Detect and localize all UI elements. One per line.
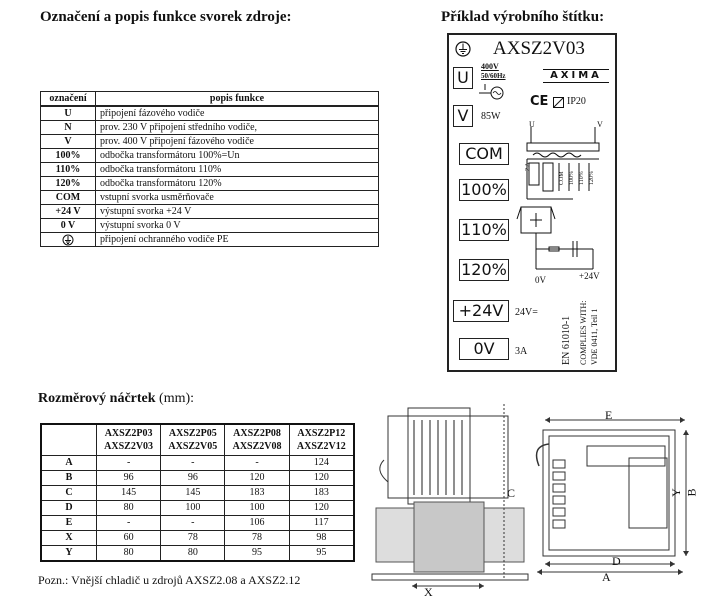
terminal-0v: 0V (459, 338, 509, 360)
model-name: AXSZ2V03 (493, 38, 585, 59)
table-row: COM vstupní svorka usměrňovače (41, 191, 379, 205)
vde-text: VDE 0411, Teil 1 (590, 308, 599, 365)
double-insulation-icon (553, 97, 564, 108)
terminals-table (40, 91, 379, 247)
diagram-label-0v: 0V (535, 275, 546, 285)
dims-heading: Rozměrový náčrtek (mm): (38, 391, 195, 406)
side-view-drawing (370, 400, 530, 598)
ce-mark: CE (530, 94, 549, 109)
dims-note: Pozn.: Vnější chladič u zdrojů AXSZ2.08 a AXSZ2.12 (38, 573, 301, 587)
terminal-com: COM (459, 143, 509, 165)
dimensions-table: AXSZ2P03 AXSZ2V03 AXSZ2P05 AXSZ2V05 AXSZ2P08 AXSZ2V08 AXSZ2P12 AXSZ2V12 A - - - 124 B 96 96 120 120 C 145 145 183 183 D 80 100 100 120 E - - 106 117 X 60 78 78 98 Y 80 80 95 95 (40, 423, 355, 562)
fuse-code-com: COM (559, 171, 565, 185)
table-row: U připojení fázového vodiče (41, 106, 379, 121)
table-row: N prov. 230 V připojení středního vodiče, (41, 121, 379, 135)
label-heading: Příklad výrobního štítku: (441, 9, 605, 25)
table-row: +24 V výstupní svorka +24 V (41, 205, 379, 219)
table-row: připojení ochranného vodiče PE (41, 233, 379, 247)
norm-text: EN 61010-1 (561, 315, 572, 365)
power-rating: 85W (481, 111, 501, 122)
diagram-label-24v: +24V (579, 271, 600, 281)
complies-text: COMPLIES WITH: (579, 300, 588, 365)
dim-label-b: B (684, 488, 699, 497)
terminal-v: V (453, 105, 473, 127)
table-row: X 60 78 78 98 (41, 531, 354, 546)
terminal-plus24: +24V (453, 300, 509, 322)
output-voltage: 24V= (515, 307, 538, 318)
ground-icon (455, 41, 471, 57)
terminal-100: 100% (459, 179, 509, 201)
table-row: Y 80 80 95 95 (41, 546, 354, 562)
col-desc-header: popis funkce (96, 92, 379, 107)
nameplate (447, 33, 617, 372)
table-row: C 145 145 183 183 (41, 486, 354, 501)
fuse-label: 2 A (525, 162, 531, 171)
terminal-u: U (453, 67, 473, 89)
ip-rating: IP20 (567, 96, 586, 107)
diagram-label-u: U (529, 120, 535, 129)
frequency-rating: 50/60Hz (481, 72, 506, 80)
transformer-symbol-icon (477, 82, 511, 104)
table-row: 0 V výstupní svorka 0 V (41, 219, 379, 233)
dim-label-e: E (605, 408, 613, 422)
fuse-code-100: 100% (569, 171, 575, 185)
table-row: D 80 100 100 120 (41, 501, 354, 516)
table-row: 120% odbočka transformátoru 120% (41, 177, 379, 191)
terminals-heading: Označení a popis funkce svorek zdroje: (40, 9, 292, 25)
fuse-code-120: 120% (589, 171, 595, 185)
diagram-label-v: V (597, 120, 603, 129)
table-row: V prov. 400 V připojení fázového vodiče (41, 135, 379, 149)
voltage-rating: 400V (481, 62, 499, 71)
dim-label-a: A (602, 570, 611, 584)
terminal-120: 120% (459, 259, 509, 281)
output-current: 3A (515, 346, 528, 357)
dim-label-y: Y (668, 488, 683, 497)
brand-logo: AXIMA (543, 69, 609, 83)
circuit-diagram (513, 119, 613, 279)
terminal-110: 110% (459, 219, 509, 241)
table-row: 100% odbočka transformátoru 100%=Un (41, 149, 379, 163)
dim-label-c: C (507, 486, 516, 500)
col-code-header: označení (41, 92, 96, 107)
table-row: A - - - 124 (41, 456, 354, 471)
dim-label-x: X (424, 585, 433, 599)
table-row: 110% odbočka transformátoru 110% (41, 163, 379, 177)
fuse-code-110: 110% (579, 171, 585, 185)
dim-label-d: D (612, 554, 621, 568)
table-row: E - - 106 117 (41, 516, 354, 531)
ground-icon (62, 234, 74, 246)
table-row: B 96 96 120 120 (41, 471, 354, 486)
